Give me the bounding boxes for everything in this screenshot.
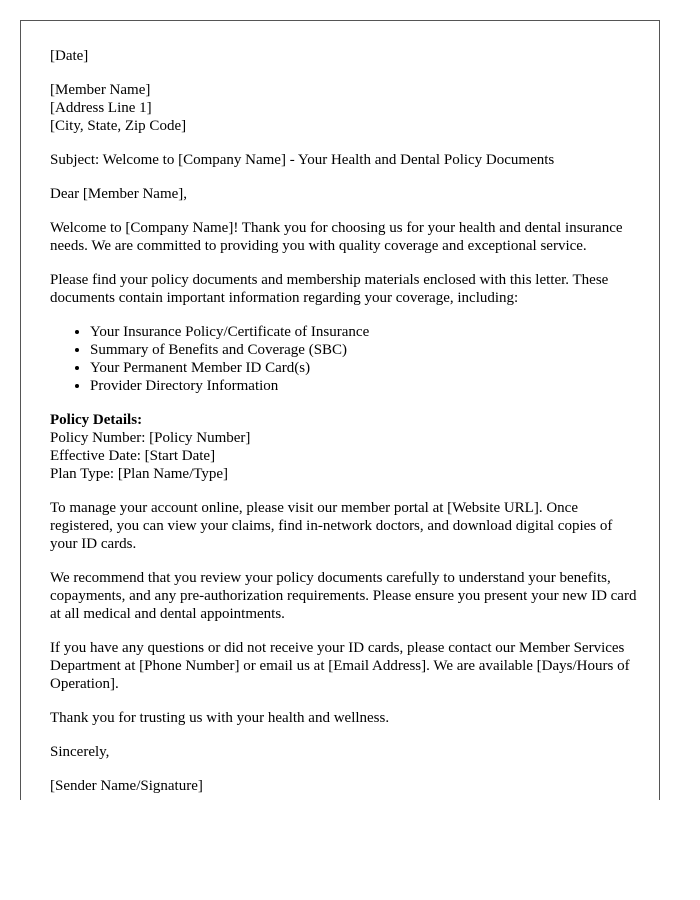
list-item: • Summary of Benefits and Coverage (SBC) (90, 341, 640, 359)
recipient-city-state-zip: [City, State, Zip Code] (50, 118, 187, 134)
effective-date: Effective Date: [Start Date] (50, 448, 216, 464)
letter-salutation: Dear [Member Name], (50, 186, 188, 202)
list-item: • Your Permanent Member ID Card(s) (90, 359, 640, 377)
letter-closing: Sincerely, (50, 744, 110, 760)
policy-details (50, 411, 640, 483)
paragraph-portal: To manage your account online, please visit our member portal at [Website URL]. Once registered, you can view your claims, find in-network doctors, and download digital copies of your ID cards. (50, 500, 613, 552)
list-item: • Your Insurance Policy/Certificate of Insurance (90, 323, 640, 341)
paragraph-thanks: Thank you for trusting us with your health and wellness. (50, 710, 390, 726)
letter-signature: [Sender Name/Signature] (50, 778, 203, 794)
paragraph-enclosed: Please find your policy documents and membership materials enclosed with this letter. These documents contain important information regarding your coverage, including: (50, 272, 609, 306)
recipient-address-line1: [Address Line 1] (50, 100, 152, 116)
enclosures-list (50, 323, 640, 395)
policy-number: Policy Number: [Policy Number] (50, 430, 251, 446)
paragraph-contact: If you have any questions or did not receive your ID cards, please contact our Member Services Department at [Phone Number] or email us at [Email Address]. We are available [Days/Hours of Operation]. (50, 640, 630, 692)
list-item: • Provider Directory Information (90, 377, 640, 395)
paragraph-review: We recommend that you review your policy documents carefully to understand your benefits, copayments, and any pre-authorization requirements. Please ensure you present your new ID card at all medical and dental appointments. (50, 570, 637, 622)
recipient-address (50, 81, 640, 135)
letter-body (50, 47, 640, 800)
paragraph-welcome: Welcome to [Company Name]! Thank you for choosing us for your health and dental insurance needs. We are committed to providing you with quality coverage and exceptional service. (50, 220, 623, 254)
recipient-name: [Member Name] (50, 82, 151, 98)
policy-details-heading: Policy Details: (50, 412, 143, 428)
plan-type: Plan Type: [Plan Name/Type] (50, 466, 229, 482)
letter-date: [Date] (50, 48, 89, 64)
letter-subject: Subject: Welcome to [Company Name] - Your Health and Dental Policy Documents (50, 152, 555, 168)
letter-page (20, 20, 660, 800)
